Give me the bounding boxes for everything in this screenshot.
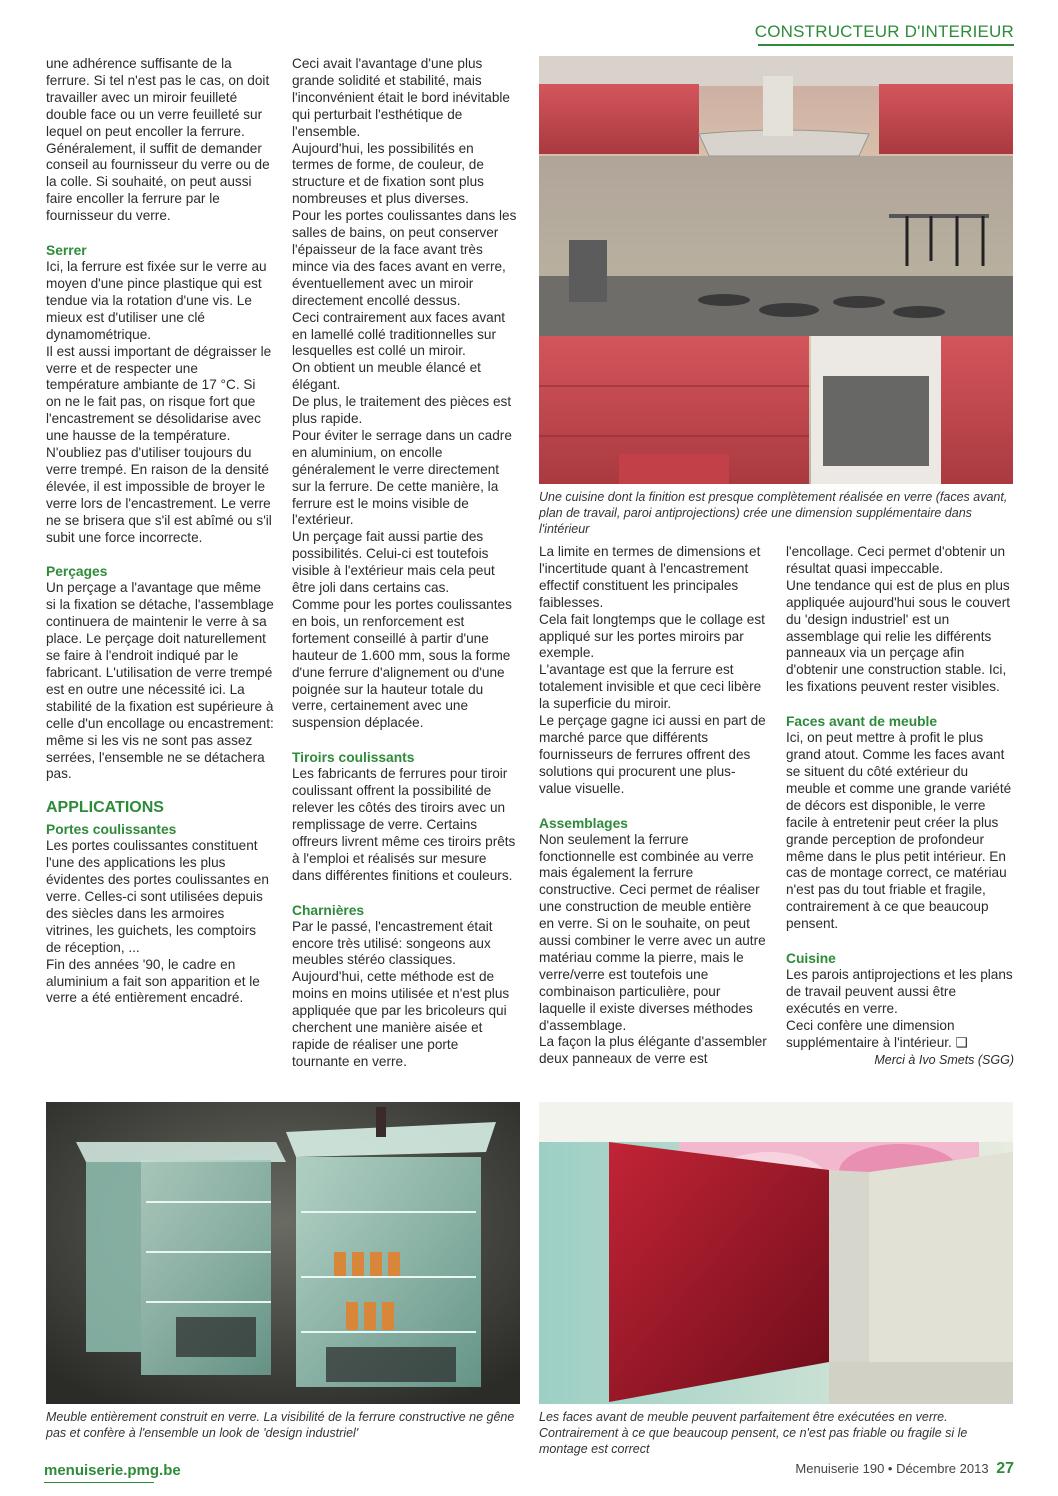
paragraph: Les parois antiprojections et les plans de travail peuvent aussi être exécutés en verre. bbox=[786, 967, 1013, 1016]
paragraph: Aujourd'hui, les possibilités en termes de forme, de couleur, de structure et de fixation sont plus nombreuses et plus diverses. bbox=[292, 140, 484, 207]
paragraph: Par le passé, l'encastrement était encore très utilisé: songeons aux meubles stéréo classiques. Aujourd'hui, cette méthode est de moins en moins utilisée et n'est plus appliquée que par les bricoleurs qui cherchent une manière aisée et rapide de réaliser une porte tournante en verre. bbox=[292, 918, 510, 1069]
paragraph: Ceci confère une dimension supplémentaire à l'intérieur. ❑ bbox=[786, 1017, 968, 1050]
column-1 bbox=[46, 56, 274, 1007]
column-2 bbox=[292, 56, 518, 1071]
paragraph: Fin des années '90, le cadre en aluminium a fait son apparition et le verre a été entièrement encadré. bbox=[46, 956, 260, 1006]
drawer-photo bbox=[539, 1102, 1013, 1404]
kitchen-caption: Une cuisine dont la finition est presque complètement réalisée en verre (faces avant, plan de travail, paroi antiprojections) crée une dimension supplémentaire dans l'intérieur bbox=[539, 490, 1008, 536]
cabinet-caption: Meuble entièrement construit en verre. La visibilité de la ferrure constructive ne gêne pas et confère à l'ensemble un look de 'design industriel' bbox=[46, 1410, 515, 1440]
paragraph: Cela fait longtemps que le collage est appliqué sur les portes miroirs par exemple. bbox=[539, 611, 765, 661]
paragraph: Le perçage gagne ici aussi en part de marché parce que différents fournisseurs de ferrures offrent des solutions qui procurent une plus-value visuelle. bbox=[539, 713, 766, 796]
credit: Merci à Ivo Smets (SGG) bbox=[874, 1052, 1014, 1067]
heading-faces-avant: Faces avant de meuble bbox=[786, 714, 938, 730]
paragraph: Une tendance qui est de plus en plus appliquée aujourd'hui sous le couvert du 'design industriel' est un assemblage qui relie les différents panneaux via un perçage afin d'obtenir une construction stable. Ici, les fixations peuvent rester visibles. bbox=[786, 577, 1011, 695]
heading-cuisine: Cuisine bbox=[786, 951, 836, 967]
heading-serrer: Serrer bbox=[46, 243, 87, 259]
heading-percages: Perçages bbox=[46, 564, 108, 580]
drawer-illustration bbox=[539, 1102, 1013, 1404]
heading-tiroirs: Tiroirs coulissants bbox=[292, 750, 415, 766]
page-number: 27 bbox=[996, 1460, 1014, 1477]
paragraph: Ici, la ferrure est fixée sur le verre au moyen d'une pince plastique qui est tendue via la rotation d'une vis. Le mieux est d'utiliser une clé dynamométrique. bbox=[46, 259, 267, 342]
heading-charnieres: Charnières bbox=[292, 902, 365, 918]
paragraph: Ceci avait l'avantage d'une plus grande solidité et stabilité, mais l'inconvénient était le bord inévitable qui perturbait l'esthétique de l'ensemble. bbox=[292, 56, 510, 139]
drawer-caption: Les faces avant de meuble peuvent parfaitement être exécutées en verre. Contrairement à ce que beaucoup pensent, ce n'est pas friable ou fragile si le montage est correct bbox=[539, 1410, 968, 1456]
paragraph: l'encollage. Ceci permet d'obtenir un résultat quasi impeccable. bbox=[786, 544, 1006, 576]
paragraph: Les portes coulissantes constituent l'une des applications les plus évidentes des portes coulissantes en verre. Celles-ci sont utilisées depuis des siècles dans les armoires vitrines, les guichets, les comptoirs de réception, ... bbox=[46, 838, 269, 955]
glass-cabinet-illustration bbox=[46, 1102, 520, 1404]
glass-cabinet-photo bbox=[46, 1102, 520, 1404]
paragraph: une adhérence suffisante de la ferrure. Si tel n'est pas le cas, on doit travailler avec un miroir feuilleté double face ou un verre feuilleté sur lequel on peut encoller la ferrure. Généralement, il suffit de demander conseil au fournisseur du verre ou de la colle. Si souhaité, on peut aussi faire encoller la ferrure par le fournisseur du verre. bbox=[46, 56, 270, 224]
footer-issue bbox=[795, 1460, 1014, 1478]
paragraph: La façon la plus élégante d'assembler deux panneaux de verre est bbox=[539, 1034, 767, 1067]
kitchen-illustration bbox=[539, 56, 1013, 484]
heading-applications: APPLICATIONS bbox=[46, 799, 164, 817]
paragraph: Les fabricants de ferrures pour tiroir coulissant offrent la possibilité de relever les côtés des tiroirs avec un remplissage de verre. Certains offreurs livrent même ces tiroirs prêts à l'emploi et réalisés sur mesure dans différentes finitions et couleurs. bbox=[292, 766, 516, 883]
paragraph: Ici, on peut mettre à profit le plus grand atout. Comme les faces avant se situent du côté extérieur du meuble et comme une grande variété de décors est disponible, le verre facile à entretenir peut créer la plus grande perception de profondeur même dans le plus petit intérieur. En cas de montage correct, ce matériau n'est pas du tout friable et fragile, contrairement à ce que beaucoup pensent. bbox=[786, 730, 1012, 932]
footer-rule bbox=[44, 1482, 154, 1483]
section-title: CONSTRUCTEUR D'INTERIEUR bbox=[754, 22, 1014, 41]
paragraph: Un perçage fait aussi partie des possibilités. Celui-ci est toutefois visible à l'extérieur mais cela peut être joli dans certains cas. bbox=[292, 529, 495, 596]
paragraph: Ceci contrairement aux faces avant en lamellé collé traditionnelles sur lesquelles est collé un miroir. bbox=[292, 309, 506, 359]
paragraph: Pour les portes coulissantes dans les salles de bains, on peut conserver l'épaisseur de la face avant très mince via des faces avant en verre, éventuellement avec un miroir directement encollé dessus. bbox=[292, 208, 517, 308]
column-3 bbox=[539, 544, 767, 1068]
paragraph: On obtient un meuble élancé et élégant. bbox=[292, 360, 481, 393]
paragraph: La limite en termes de dimensions et l'incertitude quant à l'encastrement effectif constituent les principales faiblesses. bbox=[539, 544, 761, 610]
paragraph: Un perçage a l'avantage que même si la fixation se détache, l'assemblage continuera de maintenir le verre à sa place. Le perçage doit naturellement se faire à l'endroit indiqué par le fabricant. L'utilisation de verre trempé est en outre une nécessité ici. La stabilité de la fixation est supérieure à celle d'un encollage ou encastrement: même si les vis ne sont pas assez serrées, l'ensemble ne se détachera pas. bbox=[46, 580, 274, 782]
paragraph: Non seulement la ferrure fonctionnelle est combinée au verre mais également la ferrure constructive. Ceci permet de réaliser une construction de meuble entière en verre. Si on le souhaite, on peut aussi combiner le verre avec un autre matériau comme la pierre, mais le verre/verre est toutefois une combinaison particulière, pour laquelle il existe diverses méthodes d'assemblage. bbox=[539, 831, 766, 1033]
paragraph: Comme pour les portes coulissantes en bois, un renforcement est fortement conseillé à partir d'une hauteur de 1.600 mm, sous la forme d'une ferrure d'alignement ou d'une poignée sur la hauteur totale du verre, certainement avec une suspension déplacée. bbox=[292, 597, 512, 731]
section-rule bbox=[758, 44, 1014, 46]
heading-assemblages: Assemblages bbox=[539, 815, 628, 831]
footer-site-link[interactable]: menuiserie.pmg.be bbox=[44, 1462, 181, 1479]
paragraph: Pour éviter le serrage dans un cadre en aluminium, on encolle généralement le verre directement sur la ferrure. De cette manière, la ferrure est le moins visible de l'extérieur. bbox=[292, 427, 512, 528]
paragraph: L'avantage est que la ferrure est totalement invisible et que ceci libère la superficie du miroir. bbox=[539, 662, 762, 712]
issue-label: Menuiserie 190 • Décembre 2013 bbox=[795, 1461, 989, 1476]
paragraph: Il est aussi important de dégraisser le verre et de respecter une température ambiante de 17 °C. Si on ne le fait pas, on risque fort que l'encastrement se désolidarise avec une hausse de la température. N'oubliez pas d'utiliser toujours du verre trempé. En raison de la densité élevée, il est impossible de broyer le verre lors de l'encastrement. Le verre ne se brisera que s'il est abîmé ou s'il subit une force incorrecte. bbox=[46, 343, 272, 545]
heading-portes-coulissantes: Portes coulissantes bbox=[46, 822, 177, 838]
paragraph: De plus, le traitement des pièces est plus rapide. bbox=[292, 394, 512, 427]
column-4 bbox=[786, 544, 1014, 1068]
kitchen-photo bbox=[539, 56, 1013, 484]
